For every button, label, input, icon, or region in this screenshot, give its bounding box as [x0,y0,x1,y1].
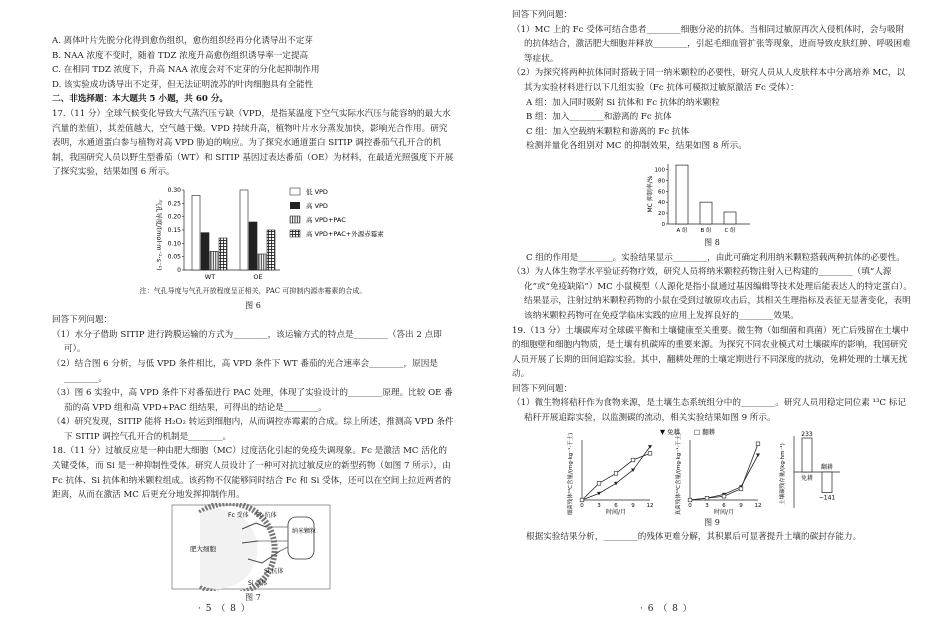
fig9-point [597,481,601,485]
fig9-legend [660,427,716,436]
section-heading: 二、非选择题：本大题共 5 小题，共 60 分。 [52,94,229,105]
fig9-xtick-label: 9 [631,502,635,509]
fig8-ytick-label: 20 [658,211,665,218]
fig6-bars [192,190,275,270]
group-detect: 检测并量化各组别对 MC 的抑制效果，结果如图 8 所示。 [526,141,747,152]
fig9-bar-label: 翻耕 [820,463,834,471]
group-a: A 组：加入同时吸附 Si 抗体和 Fc 抗体的纳米颗粒 [526,97,720,108]
q19-intro: 回答下列问题： [512,383,573,394]
fig6-note: 注：气孔导度与气孔开放程度呈正相关，PAC 可抑制内源赤霉素的合成。 [139,286,367,295]
fig9-xtick-label: 6 [722,502,726,509]
legend-swatch-high [290,202,300,209]
fig9-point [756,442,760,446]
legend-ga: 高 VPD+PAC+外源赤霉素 [306,229,384,238]
q18-intro: 回答下列问题： [512,10,573,20]
left-column [52,34,454,605]
fig9-xlabel-1: 时间/月 [605,508,627,516]
fig9-point [614,481,618,485]
fig6-legend [290,188,384,238]
label-nanoparticle: 纳米颗粒 [292,527,317,535]
option-b: B. NAA 浓度不变时，随着 TDZ 浓度升高愈伤组织诱导率一定提高 [52,50,309,61]
fig6-group-label: WT [204,272,216,281]
q17-intro: 回答下列问题： [52,315,113,326]
page-number-left: · 5 （ 8 ） [198,604,251,614]
fig9-xtick-label: 12 [754,502,762,509]
option-d: D. 该实验成功诱导出不定芽，但无法证明流苏的叶肉细胞具有全能性 [52,79,314,90]
group-b: B 组：加入________和游离的 Fc 抗体 [526,112,672,123]
q17-stem: 17.（11 分）全球气候变化导致大气蒸汽压亏缺（VPD，是指某温度下空气实际水汽压与能容纳的最大水汽量的差值），其差值越大，空气越干燥。VPD 持续升高，植物叶片水分蒸发加快，影响光合作用。研究表明，水通道蛋白参与植物对高 VPD 胁迫的响应。为了探究水通道蛋白 SITIP 调控番茄气孔开合的机制，我国研究人员以野生型番茄（WT）和 SITIP 基因过表达番茄（OE）为材料，在最适光照强度下开展了探究实验，结果如图 6 所示。 [52,108,454,178]
fig9-bar [822,472,832,493]
fig9-bar-label: 免耕 [800,474,814,482]
fig9-ylabel-fungi: 真菌残体¹³C含量/(mg·kg⁻¹·干土) [676,432,682,515]
fig6-ytick-label: 0.25 [167,200,181,208]
fig9-ylabel-soil: 土壤碳残存量/(kg·hm⁻²) [780,442,786,505]
fig7-caption: 图 7 [245,592,261,602]
fig6-bar [249,222,257,270]
fig6-bar [267,230,275,270]
figure-9-chart [512,426,912,516]
q18-part-1: （1）MC 上的 Fc 受体可结合患者________细胞分泌的抗体。当相同过敏原再次入侵机体时，会与吸附的抗体结合，激活肥大细胞并释放________，引起毛细血管扩张等现象，进而导致皮肤红肿、呼吸困难等症状。 [512,24,911,64]
q18-part-2: （2）为探究将两种抗体同时搭载于同一纳米颗粒的必要性，研究人员从人皮肤样本中分离培养 MC，以其为实验材料进行以下几组实验（Fc 抗体可模拟过敏原激活 Fc 受体）： [512,68,906,93]
q18-stem: 18.（11 分）过敏反应是一种由肥大细胞（MC）过度活化引起的免疫失调现象。Fc 是激活 MC 活化的关键受体，而 Si 是一种抑制性受体。研究人员设计了一种可对抗过敏反应的新型药物（如图 7 所示），由 Fc 抗体、Si 抗体和纳米颗粒组成。该药物不仅能够同时结合 Fc 和 Si 受体，还可以在空间上拉近两者的距离，从而在激活 MC 后更充分地发挥抑制作用。 [52,446,454,501]
q19-stem: 19.（13 分）土壤碳库对全球碳平衡和土壤健康至关重要。微生物（如细菌和真菌）死亡后残留在土壤中的细胞壁和细胞内物质，是土壤有机碳库的重要来源。为探究不同农业模式对土壤碳库的影响，我国研究人员开展了长期的田间追踪实验。其中，翻耕处理的土壤定期进行不同深度的扰动，免耕处理的土壤无扰动。 [512,325,909,380]
label-mast-cell: 肥大细胞 [190,544,216,553]
nanoparticle [288,517,317,559]
fig9-ylabel-bacteria: 细菌残体¹³C含量/(mg·kg⁻¹·干土) [568,432,574,515]
legend-swatch-pac [290,216,300,223]
fig9-xtick-label: 0 [580,502,584,509]
fig9-xtick-label: 3 [705,502,709,509]
fig9-legend-till: □ 翻耕 [694,427,716,436]
fig6-bar [258,254,266,270]
figure-7 [52,503,454,591]
q17-part-1: （1）水分子借助 SITIP 进行跨膜运输的方式为________，该运输方式的特点是________（答出 2 点即可）。 [52,329,442,355]
fig9-xtick-label: 3 [597,502,601,509]
label-fc-receptor: Fc 受体 [228,511,249,519]
fig9-xtick-label: 6 [614,502,618,509]
legend-swatch-low [290,188,300,195]
right-column [512,8,912,545]
legend-high: 高 VPD [306,201,328,210]
q19-part-1: （1）微生物将秸秆作为食物来源，是土壤生态系统组分中的________。研究人员用稳定同位素 ¹³C 标记秸秆开展追踪实验，以监测碳的流动，相关实验结果如图 9 所示。 [512,398,906,424]
fig6-ytick-label: 0.10 [167,240,181,248]
fig6-ytick-label: 0.20 [167,213,181,221]
fig6-ytick-label: 0 [177,266,181,274]
fig9-series-line [690,443,758,499]
fig8-category-label: B 组 [700,227,712,234]
fig6-bar [219,238,227,270]
fig8-category-label: A 组 [676,227,688,234]
fig6-bar [240,190,248,270]
fig8-ylabel: MC 抑制率/% [647,175,654,213]
fig8-bar [676,165,688,224]
fig8-bar [724,212,736,224]
fig9-bar [802,438,812,472]
legend-pac: 高 VPD+PAC [306,215,346,224]
q18-part-3: （3）为人体生物学水平验证药物疗效，研究人员将纳米颗粒药物注射入已构建的________（填“人源化”或“免疫缺陷”）MC 小鼠模型（人源化是指小鼠通过基因编辑等技术处理后能表达人的特定蛋白）。结果显示，注射过纳米颗粒药物的小鼠在受到过敏原攻击后，其相关生理指标及表征无显著变化，表明该纳米颗粒药物可在免疫学临床实践的应用上发挥良好的________效果。 [512,267,912,321]
figure-6-chart [52,180,454,284]
fig8-ytick-label: 100 [654,167,665,174]
q19-last: 根据实验结果分析，________的残体更难分解，其积累后可显著提升土壤的碳封存能力。 [526,532,862,543]
fig6-ytick-label: 0.15 [167,226,181,234]
q17-part-2: （2）结合图 6 分析，与低 VPD 条件相比，高 VPD 条件下 WT 番茄的光合速率会________，原因是________。 [52,358,438,384]
fig9-bar-value: 233 [801,430,813,438]
legend-low: 低 VPD [306,187,328,196]
fig9-point [705,496,709,500]
figure-8 [512,154,912,236]
fig9-xtick-label: 9 [739,502,743,509]
fig8-bar [700,202,712,224]
page-number-right: · 6 （ 8 ） [640,604,693,614]
fig6-ytick-label: 0.05 [167,253,181,261]
option-a: A. 离体叶片先脱分化得到愈伤组织，愈伤组织经再分化诱导出不定芽 [52,36,313,46]
fig8-caption: 图 8 [704,237,720,247]
figure-9 [512,426,912,516]
fig9-point [648,451,652,455]
label-si-antibody: Si 抗体 [264,567,284,575]
fig9-xtick-label: 0 [688,502,692,509]
fig9-point [739,487,743,491]
q17-part-3: （3）图 6 实验中，高 VPD 条件下对番茄进行 PAC 处理，体现了实验设计的________原理。比较 OE 番茄的高 VPD 组和高 VPD+PAC 组结果，可得出的结论是________。 [52,388,453,413]
page-number-right-text: 6 （ 8 ） [647,604,693,614]
fig6-bar [210,251,218,270]
fig9-bar-value: −141 [818,494,836,502]
fig8-ytick-label: 40 [658,200,665,207]
fig9-plots [580,431,840,509]
figure-8-chart [512,154,912,236]
fig8-ytick-label: 60 [658,189,665,196]
option-c: C. 在相同 TDZ 浓度下，升高 NAA 浓度会对不定芽的分化起抑制作用 [52,65,320,76]
page-number-left-text: 5 （ 8 ） [205,604,251,614]
fig6-caption: 图 6 [245,300,261,310]
figure-6 [52,180,454,284]
label-si-receptor: Si 受体 [248,579,268,587]
fig8-category-label: C 组 [724,227,736,234]
fig9-point [722,494,726,498]
fig8-plot [655,164,751,234]
fig9-point [688,498,692,502]
fig8-ytick-label: 80 [658,178,665,185]
fig6-bar [192,195,200,270]
q17-part-4: （4）研究发现，SITIP 能将 H₂O₂ 转运到细胞内，从而调控赤霉素的合成。综上所述，推测高 VPD 条件下 SITIP 调控气孔开合的机制是________。 [52,417,454,442]
fig6-ylabel: 气孔导度/(mol·m⁻²·s⁻¹) [155,199,163,271]
fig8-ytick-label: 0 [661,221,665,228]
legend-swatch-ga [290,230,300,237]
fig9-point [614,471,618,475]
fig9-legend-notill: ▼ 免耕 [660,427,681,436]
fig6-ytick-label: 0.30 [167,186,181,194]
fig9-xlabel-2: 时间/月 [713,508,735,516]
q18-part-2b: C 组的作用是________。实验结果显示________，由此可确定利用纳米颗粒搭载两种抗体的必要性。 [526,252,905,263]
fig9-point [631,458,635,462]
label-fc-antibody: Fc 抗体 [256,511,277,519]
figure-7-diagram [52,503,454,591]
fig6-bar [201,233,209,270]
fig9-xtick-label: 12 [646,502,654,509]
fig9-point [580,498,584,502]
group-c: C 组：加入空载纳米颗粒和游离的 Fc 抗体 [526,126,690,137]
fig9-caption: 图 9 [704,517,720,527]
fig6-group-label: OE [253,272,263,281]
fig9-point [756,453,760,457]
